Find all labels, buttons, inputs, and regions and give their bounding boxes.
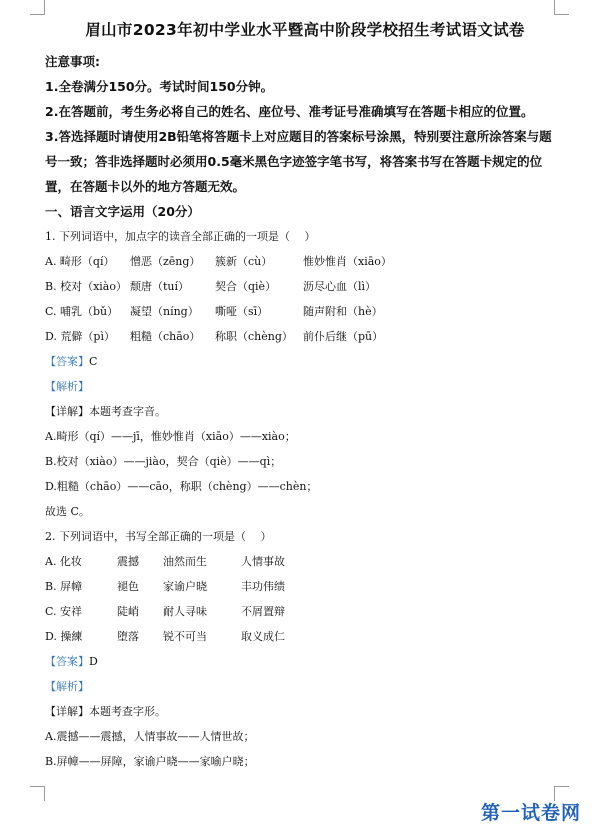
option-term: 家谕户晓 — [163, 580, 207, 593]
footer-watermark: 第一试卷网 — [480, 802, 581, 824]
option-term: 取义成仁 — [241, 630, 285, 643]
option-term: 油然而生 — [163, 555, 207, 568]
option-term: 惟妙惟肖（xiāo） — [303, 255, 392, 268]
detail-line: 【详解】本题考查字形。 — [45, 705, 166, 718]
answer-value: C — [89, 355, 98, 368]
answer-tag: 【答案】 — [45, 355, 89, 368]
option-b: B. 校对（xiào） — [45, 280, 127, 293]
answer-tag: 【答案】 — [45, 655, 89, 668]
answer-line — [45, 349, 565, 374]
answer-value: D — [89, 655, 98, 668]
option-term: 颓唐（tuí） — [130, 280, 190, 293]
option-d: D. 荒僻（pì） — [45, 330, 115, 343]
option-row — [45, 299, 565, 324]
option-term: 陡峭 — [117, 605, 139, 618]
option-term: 粗糙（chāo） — [130, 330, 201, 343]
option-term: 随声附和（hè） — [303, 305, 383, 318]
option-term: 契合（qiè） — [215, 280, 277, 293]
option-term: 人情事故 — [241, 555, 285, 568]
option-term: 震撼 — [117, 555, 139, 568]
option-term: 凝望（níng） — [130, 305, 199, 318]
option-row — [45, 274, 565, 299]
option-term: 沥尽心血（lì） — [303, 280, 377, 293]
option-c: C. 安祥 — [45, 605, 83, 618]
crop-mark-top-left — [30, 0, 45, 15]
answer-line — [45, 649, 565, 674]
option-term: 不屑置辩 — [241, 605, 285, 618]
option-row — [45, 324, 565, 349]
option-term: 憎恶（zēng） — [130, 255, 201, 268]
analysis-tag: 【解析】 — [45, 380, 89, 393]
option-term: 嘶哑（sī） — [215, 305, 269, 318]
document-page — [45, 18, 565, 774]
option-d: D. 操練 — [45, 630, 83, 643]
crop-mark-top-right — [554, 0, 569, 15]
option-term: 锐不可当 — [163, 630, 207, 643]
option-a: A. 化妆 — [45, 555, 82, 568]
option-row — [45, 249, 565, 274]
option-c: C. 哺乳（bǔ） — [45, 305, 119, 318]
option-a: A. 畸形（qí） — [45, 255, 115, 268]
notice-item: 置，在答题卡以外的地方答题无效。 — [45, 179, 246, 194]
notice-heading: 注意事项: — [45, 54, 100, 69]
option-term: 丰功伟绩 — [241, 580, 285, 593]
analysis-tag: 【解析】 — [45, 680, 89, 693]
notice-item: 2.在答题前，考生务必将自己的姓名、座位号、准考证号准确填写在答题卡相应的位置。 — [45, 104, 534, 119]
option-b: B. 屏幛 — [45, 580, 83, 593]
option-row — [45, 549, 565, 574]
detail-line: B.屏幛——屏障，家谕户晓——家喻户晓； — [45, 755, 255, 768]
option-term: 褪色 — [117, 580, 139, 593]
question-stem: 2. 下列词语中，书写全部正确的一项是（ ） — [45, 530, 272, 543]
option-term: 耐人寻味 — [163, 605, 207, 618]
option-term: 堕落 — [117, 630, 139, 643]
detail-line: A.畸形（qí）——jī，惟妙惟肖（xiāo）——xiào； — [45, 430, 296, 443]
option-term: 称职（chèng） — [215, 330, 293, 343]
detail-line: D.粗糙（chāo）——cāo，称职（chèng）——chèn； — [45, 480, 318, 493]
detail-line: B.校对（xiào）——jiào，契合（qiè）——qì； — [45, 455, 282, 468]
crop-mark-bottom-left — [30, 786, 45, 801]
notice-item: 1.全卷满分150分。考试时间150分钟。 — [45, 79, 274, 94]
option-term: 簇新（cù） — [215, 255, 273, 268]
option-row — [45, 599, 565, 624]
page-title: 眉山市2023年初中学业水平暨高中阶段学校招生考试语文试卷 — [85, 21, 525, 39]
notice-item: 号一致；答非选择题时必须用0.5毫米黑色字迹签字笔书写，将答案书写在答题卡规定的位 — [45, 154, 543, 169]
detail-line: 故选 C。 — [45, 505, 90, 518]
option-row — [45, 624, 565, 649]
option-term: 前仆后继（pū） — [303, 330, 384, 343]
section-heading: 一、语言文字运用（20分） — [45, 204, 200, 219]
notice-item: 3.答选择题时请使用2B铅笔将答题卡上对应题目的答案标号涂黑，特别要注意所涂答案与题 — [45, 129, 552, 144]
option-row — [45, 574, 565, 599]
detail-line: 【详解】本题考查字音。 — [45, 405, 166, 418]
question-stem: 1. 下列词语中，加点字的读音全部正确的一项是（ ） — [45, 230, 316, 243]
detail-line: A.震撼——震撼，人情事故——人情世故； — [45, 730, 255, 743]
